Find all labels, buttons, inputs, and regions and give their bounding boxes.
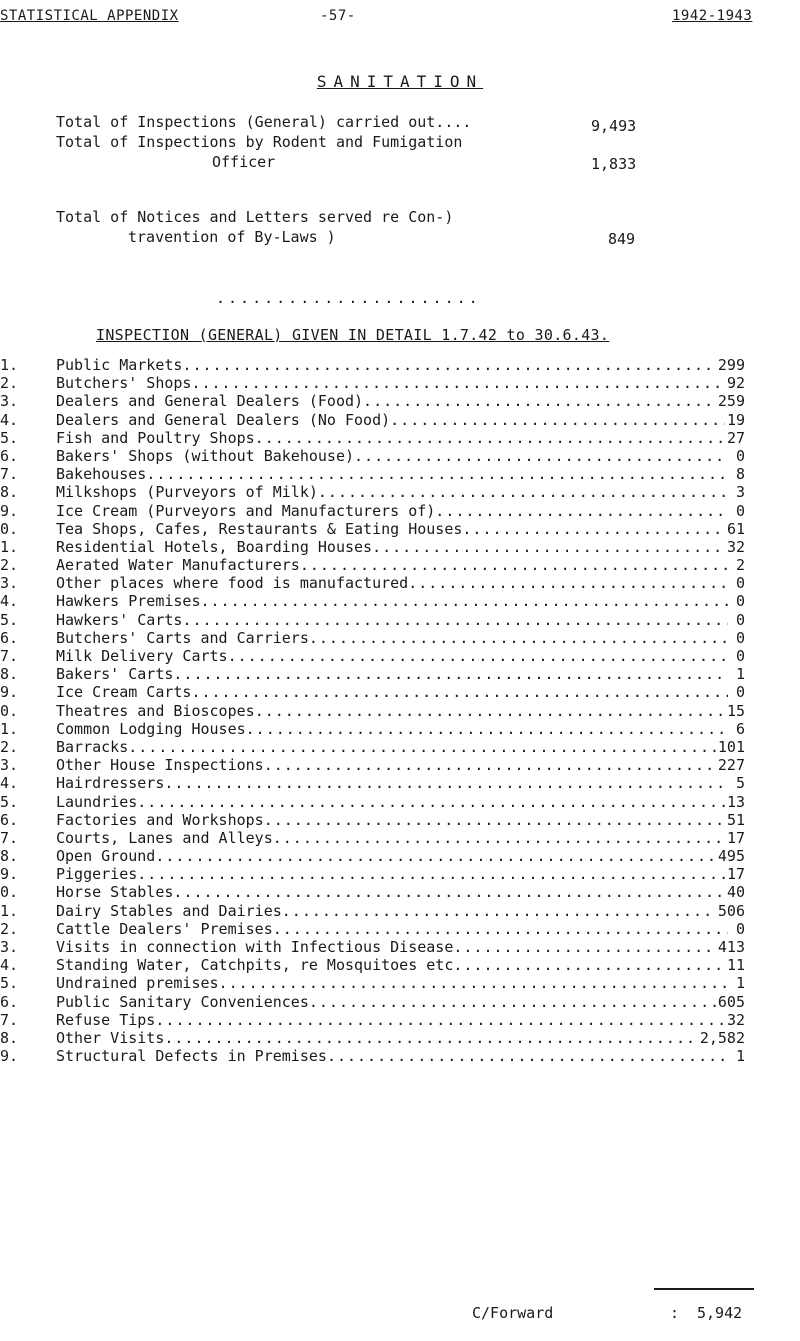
item-value: 5 xyxy=(735,774,745,793)
list-item xyxy=(0,611,800,629)
item-label: Factories and Workshops ..... xyxy=(56,811,728,829)
appendix-heading: STATISTICAL APPENDIX xyxy=(0,8,179,24)
list-item xyxy=(0,883,800,901)
item-number: 9. xyxy=(0,501,19,520)
item-value: 605 xyxy=(717,992,745,1011)
item-label: Visits in connection with Infectious Disease ..... xyxy=(56,938,728,956)
list-item xyxy=(0,520,800,538)
item-value: 0 xyxy=(735,919,745,938)
item-number: 5. xyxy=(0,974,19,993)
item-label: Milk Delivery Carts ..... xyxy=(56,647,728,665)
item-label: Barracks ..... xyxy=(56,738,728,756)
item-value: 3 xyxy=(735,483,745,502)
item-number: 3. xyxy=(0,938,19,956)
summary-line-3a: Total of Notices and Letters served re Con-) xyxy=(56,208,454,226)
item-label: Bakers' Carts ..... xyxy=(56,665,728,683)
item-value: 19 xyxy=(726,410,745,429)
list-item xyxy=(0,1011,800,1029)
item-number: 4. xyxy=(0,956,19,975)
year-range: 1942-1943 xyxy=(672,8,753,24)
item-label: Horse Stables ..... xyxy=(56,883,728,901)
item-label: Courts, Lanes and Alleys ..... xyxy=(56,829,728,847)
item-label: Butchers' Shops ..... xyxy=(56,374,728,392)
list-item xyxy=(0,592,800,610)
list-item xyxy=(0,956,800,974)
item-label: Dealers and General Dealers (No Food) ..... xyxy=(56,411,728,429)
list-item xyxy=(0,665,800,683)
summary-value-2: 1,833 xyxy=(591,155,637,173)
item-value: 227 xyxy=(717,756,745,775)
item-number: 1. xyxy=(0,719,19,738)
page-number: -57- xyxy=(320,8,356,24)
list-item xyxy=(0,738,800,756)
item-number: 8. xyxy=(0,483,19,502)
carried-forward-value: 5,942 xyxy=(697,1304,743,1322)
item-label: Laundries ..... xyxy=(56,793,728,811)
list-item xyxy=(0,847,800,865)
item-number: 0. xyxy=(0,701,19,720)
list-item xyxy=(0,502,800,520)
item-value: 0 xyxy=(735,628,745,647)
summary-line-2a: Total of Inspections by Rodent and Fumigation xyxy=(56,133,463,151)
inspection-subtitle: INSPECTION (GENERAL) GIVEN IN DETAIL 1.7.42 to 30.6.43. xyxy=(96,326,610,344)
carried-forward-colon: : xyxy=(670,1304,680,1322)
list-item xyxy=(0,720,800,738)
item-value: 11 xyxy=(726,956,745,975)
item-label: Butchers' Carts and Carriers ..... xyxy=(56,629,728,647)
summary-value-3: 849 xyxy=(608,230,636,248)
item-label: Other House Inspections ..... xyxy=(56,756,728,774)
list-item xyxy=(0,465,800,483)
list-item xyxy=(0,374,800,392)
list-item xyxy=(0,865,800,883)
list-item xyxy=(0,902,800,920)
item-value: 61 xyxy=(726,519,745,538)
item-label: Public Markets ..... xyxy=(56,356,728,374)
item-label: Hawkers' Carts ..... xyxy=(56,611,728,629)
item-label: Piggeries ..... xyxy=(56,865,728,883)
item-value: 2,582 xyxy=(699,1028,745,1047)
item-value: 17 xyxy=(726,865,745,884)
item-label: Tea Shops, Cafes, Restaurants & Eating Houses ..... xyxy=(56,520,728,538)
list-item xyxy=(0,574,800,592)
list-item xyxy=(0,447,800,465)
item-label: Hairdressers ..... xyxy=(56,774,728,792)
item-value: 0 xyxy=(735,501,745,520)
list-item xyxy=(0,538,800,556)
item-number: 9. xyxy=(0,1047,19,1066)
item-value: 101 xyxy=(717,737,745,756)
item-value: 1 xyxy=(735,665,745,684)
item-value: 13 xyxy=(726,792,745,811)
list-item xyxy=(0,829,800,847)
item-label: Dealers and General Dealers (Food) ..... xyxy=(56,392,728,410)
item-number: 2. xyxy=(0,374,19,393)
item-value: 6 xyxy=(735,719,745,738)
item-value: 17 xyxy=(726,828,745,847)
list-item xyxy=(0,683,800,701)
item-label: Cattle Dealers' Premises ..... xyxy=(56,920,728,938)
item-value: 259 xyxy=(717,392,745,411)
item-number: 6. xyxy=(0,810,19,829)
item-label: Aerated Water Manufacturers ..... xyxy=(56,556,728,574)
item-number: 9. xyxy=(0,683,19,702)
item-value: 0 xyxy=(735,446,745,465)
summary-line-2b: Officer xyxy=(212,153,276,171)
item-number: 7. xyxy=(0,828,19,847)
list-item xyxy=(0,429,800,447)
item-number: 0. xyxy=(0,519,19,538)
list-item xyxy=(0,811,800,829)
item-label: Milkshops (Purveyors of Milk) ..... xyxy=(56,483,728,501)
list-item xyxy=(0,392,800,410)
dotted-separator: ...................... xyxy=(216,289,481,307)
list-item xyxy=(0,974,800,992)
item-number: 6. xyxy=(0,446,19,465)
list-item xyxy=(0,356,800,374)
list-item xyxy=(0,756,800,774)
item-number: 4. xyxy=(0,410,19,429)
item-number: 5. xyxy=(0,610,19,629)
item-label: Standing Water, Catchpits, re Mosquitoes etc ..... xyxy=(56,956,728,974)
item-number: 9. xyxy=(0,865,19,884)
item-value: 0 xyxy=(735,610,745,629)
section-title: SANITATION xyxy=(316,72,484,91)
item-value: 32 xyxy=(726,1010,745,1029)
item-value: 0 xyxy=(735,683,745,702)
item-label: Undrained premises ..... xyxy=(56,974,728,992)
list-item xyxy=(0,629,800,647)
item-value: 0 xyxy=(735,592,745,611)
item-label: Ice Cream (Purveyors and Manufacturers of) ..... xyxy=(56,502,728,520)
item-number: 1. xyxy=(0,901,19,920)
item-value: 32 xyxy=(726,537,745,556)
item-value: 0 xyxy=(735,647,745,665)
item-number: 5. xyxy=(0,428,19,447)
item-value: 27 xyxy=(726,428,745,447)
summary-line-1: Total of Inspections (General) carried out.... xyxy=(56,113,472,131)
item-label: Dairy Stables and Dairies ..... xyxy=(56,902,728,920)
item-number: 5. xyxy=(0,792,19,811)
item-label: Public Sanitary Conveniences ..... xyxy=(56,993,728,1011)
list-item xyxy=(0,938,800,956)
item-value: 8 xyxy=(735,465,745,484)
item-number: 6. xyxy=(0,992,19,1011)
item-value: 1 xyxy=(735,1047,745,1066)
item-label: Theatres and Bioscopes ..... xyxy=(56,702,728,720)
item-value: 506 xyxy=(717,901,745,920)
item-number: 1. xyxy=(0,356,19,374)
item-value: 2 xyxy=(735,556,745,575)
item-number: 7. xyxy=(0,1010,19,1029)
item-number: 2. xyxy=(0,737,19,756)
item-label: Other Visits ..... xyxy=(56,1029,728,1047)
item-number: 2. xyxy=(0,556,19,575)
item-label: Ice Cream Carts ..... xyxy=(56,683,728,701)
item-number: 3. xyxy=(0,574,19,593)
summary-line-3b: travention of By-Laws ) xyxy=(128,228,336,246)
list-item xyxy=(0,556,800,574)
item-number: 1. xyxy=(0,537,19,556)
list-item xyxy=(0,411,800,429)
item-label: Bakehouses ..... xyxy=(56,465,728,483)
item-number: 7. xyxy=(0,465,19,484)
item-label: Open Ground ..... xyxy=(56,847,728,865)
item-label: Fish and Poultry Shops ..... xyxy=(56,429,728,447)
item-value: 0 xyxy=(735,574,745,593)
item-label: Common Lodging Houses ..... xyxy=(56,720,728,738)
item-number: 6. xyxy=(0,628,19,647)
inspection-list xyxy=(0,356,800,1065)
list-item xyxy=(0,647,800,665)
item-label: Residential Hotels, Boarding Houses ..... xyxy=(56,538,728,556)
item-number: 8. xyxy=(0,665,19,684)
item-value: 15 xyxy=(726,701,745,720)
list-item xyxy=(0,793,800,811)
item-number: 2. xyxy=(0,919,19,938)
item-label: Bakers' Shops (without Bakehouse) ..... xyxy=(56,447,728,465)
item-label: Hawkers Premises ..... xyxy=(56,592,728,610)
list-item xyxy=(0,920,800,938)
list-item xyxy=(0,774,800,792)
item-number: 8. xyxy=(0,847,19,866)
item-value: 51 xyxy=(726,810,745,829)
summary-value-1: 9,493 xyxy=(591,117,637,135)
item-number: 0. xyxy=(0,883,19,902)
item-number: 4. xyxy=(0,592,19,611)
list-item xyxy=(0,483,800,501)
list-item xyxy=(0,1047,800,1065)
item-value: 1 xyxy=(735,974,745,993)
item-number: 3. xyxy=(0,756,19,775)
summary-line-2 xyxy=(56,132,462,172)
item-value: 299 xyxy=(717,356,745,374)
summary-line-3 xyxy=(56,207,453,247)
item-value: 413 xyxy=(717,938,745,956)
item-number: 3. xyxy=(0,392,19,411)
item-label: Structural Defects in Premises ..... xyxy=(56,1047,728,1065)
list-item xyxy=(0,1029,800,1047)
item-value: 40 xyxy=(726,883,745,902)
total-rule xyxy=(654,1288,754,1290)
list-item xyxy=(0,993,800,1011)
item-label: Other places where food is manufactured ..... xyxy=(56,574,728,592)
item-number: 4. xyxy=(0,774,19,793)
list-item xyxy=(0,702,800,720)
item-value: 92 xyxy=(726,374,745,393)
item-label: Refuse Tips ..... xyxy=(56,1011,728,1029)
carried-forward-label: C/Forward xyxy=(472,1304,554,1322)
item-number: 8. xyxy=(0,1028,19,1047)
item-value: 495 xyxy=(717,847,745,866)
item-number: 7. xyxy=(0,647,19,665)
